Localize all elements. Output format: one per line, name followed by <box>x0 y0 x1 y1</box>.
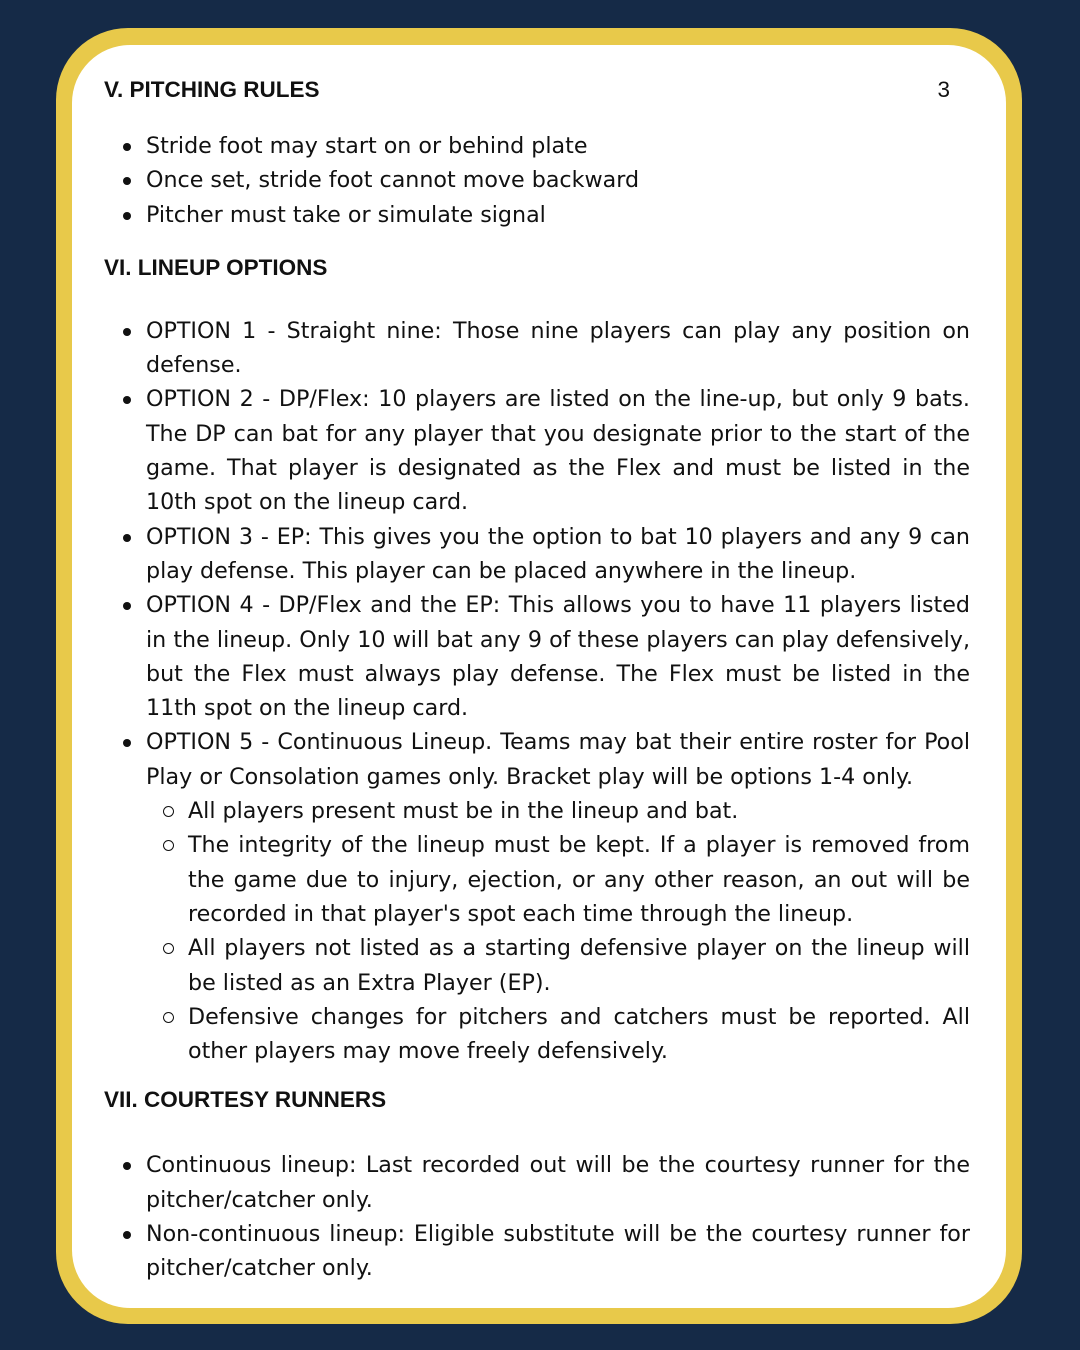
list-item: Pitcher must take or simulate signal <box>104 198 970 232</box>
continuous-lineup-sublist <box>146 794 970 1068</box>
list-item: Non-continuous lineup: Eligible substitute will be the courtesy runner for pitcher/catcher only. <box>104 1217 970 1286</box>
rules-content <box>104 72 970 1286</box>
section-heading-lineup-options: VI. LINEUP OPTIONS <box>104 254 328 280</box>
sub-list-item: Defensive changes for pitchers and catchers must be reported. All other players may move freely defensively. <box>146 1000 970 1069</box>
section-heading-courtesy-runners: VII. COURTESY RUNNERS <box>104 1087 387 1113</box>
section-title: V. PITCHING RULES <box>104 77 320 102</box>
section-heading-pitching-rules <box>104 72 970 108</box>
page-number: 3 <box>937 77 950 102</box>
list-item: Continuous lineup: Last recorded out will be the courtesy runner for the pitcher/catcher only. <box>104 1148 970 1217</box>
list-item-text: OPTION 5 - Continuous Lineup. Teams may bat their entire roster for Pool Play or Consolation games only. Bracket play will be options 1-4 only. <box>146 729 970 790</box>
sub-list-item: All players present must be in the lineup and bat. <box>146 794 970 828</box>
list-item-option-5 <box>104 725 970 1068</box>
courtesy-runners-list <box>104 1148 970 1285</box>
sub-list-item: All players not listed as a starting defensive player on the lineup will be listed as an Extra Player (EP). <box>146 931 970 1000</box>
pitching-rules-list <box>104 129 970 232</box>
list-item: OPTION 1 - Straight nine: Those nine players can play any position on defense. <box>104 314 970 383</box>
list-item: Once set, stride foot cannot move backward <box>104 163 970 197</box>
lineup-options-list <box>104 314 970 1069</box>
sub-list-item: The integrity of the lineup must be kept. If a player is removed from the game due to injury, ejection, or any other reason, an out will be recorded in that player's spot each time through the lineup. <box>146 828 970 931</box>
list-item: OPTION 2 - DP/Flex: 10 players are listed on the line-up, but only 9 bats. The DP can bat for any player that you designate prior to the start of the game. That player is designated as the Flex and must be listed in the 10th spot on the lineup card. <box>104 382 970 519</box>
list-item: OPTION 3 - EP: This gives you the option to bat 10 players and any 9 can play defense. This player can be placed anywhere in the lineup. <box>104 520 970 589</box>
list-item: OPTION 4 - DP/Flex and the EP: This allows you to have 11 players listed in the lineup. Only 10 will bat any 9 of these players can play defensively, but the Flex must always play defense. The Flex must be listed in the 11th spot on the lineup card. <box>104 588 970 725</box>
list-item: Stride foot may start on or behind plate <box>104 129 970 163</box>
